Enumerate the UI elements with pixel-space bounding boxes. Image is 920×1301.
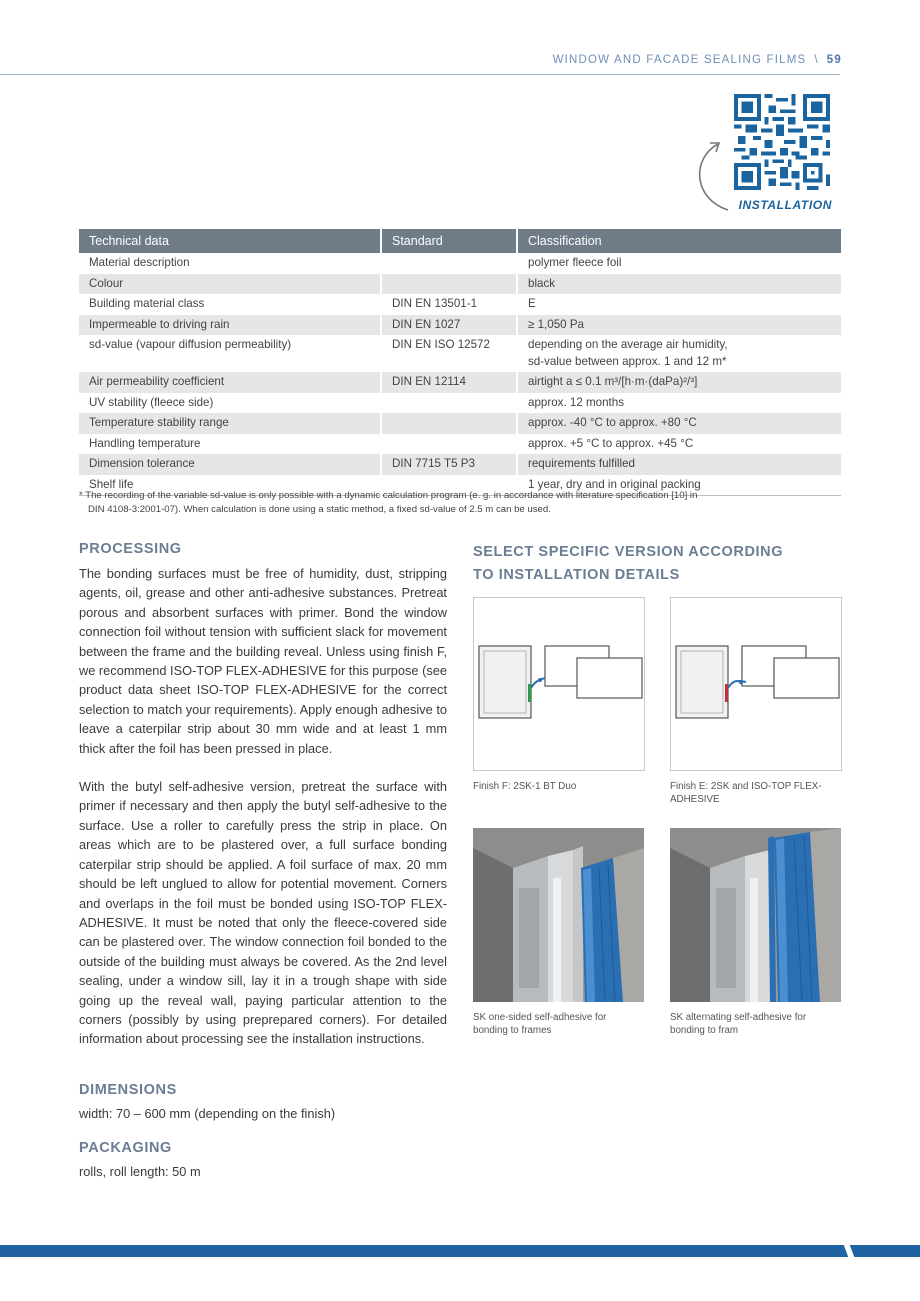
frame-profile-illustration xyxy=(473,828,644,1002)
table-cell xyxy=(381,413,517,434)
table-cell: Building material class xyxy=(89,297,205,310)
table-cell: requirements fulfilled xyxy=(517,454,841,475)
frame-profile-illustration xyxy=(670,828,841,1002)
installation-label[interactable]: INSTALLATION xyxy=(738,198,832,212)
footnote-line: DIN 4108-3:2001-07). When calculation is done using a static method, a fixed sd-value of 2.5 m can be used. xyxy=(88,503,551,515)
qr-code-icon[interactable] xyxy=(734,94,830,190)
cell-line: depending on the average air humidity, xyxy=(528,338,728,351)
table-cell: Shelf life xyxy=(79,475,381,496)
table-cell: DIN EN 13501-1 xyxy=(381,294,517,315)
table-cell: approx. +5 °C to approx. +45 °C xyxy=(517,434,841,455)
paragraph: With the butyl self-adhesive version, pretreat the surface with primer if necessary and then apply the butyl self-adhesive to the surface. Use a roller to carefully press the strip in place. On areas which are to be plastered over, a full surface bonding caterpilar strip should be applied. A foil surface of max. 20 mm should be left unglued to allow for potential movement. Corners and overlaps in the foil must be bonded using ISO-TOP FLEX-ADHESIVE. It must be noted that only the fleece-covered side can be plastered over. The window connection foil bonded to the outside of the building must always be covered. As the 2nd level sealing, under a window sill, lay it in a trough shape with side going up the reveal wall, paying particular attention to the corners (possibly by using preprepared corners). For detailed information about processing see the installation instructions. xyxy=(79,779,447,1047)
column-header: Classification xyxy=(517,229,841,253)
page-number: 59 xyxy=(826,54,842,66)
column-header: Technical data xyxy=(79,229,381,253)
table-cell xyxy=(517,335,841,372)
table-cell: approx. -40 °C to approx. +80 °C xyxy=(517,413,841,434)
packaging-heading: PACKAGING xyxy=(79,1140,172,1156)
finish-f-diagram xyxy=(473,597,645,771)
table-row xyxy=(79,335,841,372)
table-cell: DIN EN 1027 xyxy=(381,315,517,336)
technical-data-table xyxy=(79,229,841,496)
table-cell: approx. 12 months xyxy=(517,393,841,414)
dimensions-heading: DIMENSIONS xyxy=(79,1082,177,1098)
table-cell xyxy=(381,434,517,455)
table-row xyxy=(79,393,841,414)
figure-caption: SK alternating self-adhesive for bonding to fram xyxy=(670,1012,807,1036)
table-cell xyxy=(381,274,517,295)
qr-code-block[interactable] xyxy=(734,94,832,212)
table-footnote xyxy=(79,489,841,516)
table-cell: Material description xyxy=(89,256,190,269)
column-header: Standard xyxy=(381,229,517,253)
curved-arrow-icon xyxy=(688,138,734,214)
finish-e-diagram xyxy=(670,597,842,771)
heading-line: SELECT SPECIFIC VERSION ACCORDING xyxy=(473,544,784,560)
footer-bar xyxy=(0,1245,920,1257)
figure-caption: Finish F: 2SK-1 BT Duo xyxy=(473,781,577,792)
table-row xyxy=(79,294,841,315)
paragraph: The bonding surfaces must be free of humidity, dust, stripping agents, oil, grease and other anti-adhesive substances. Pretreat porous and absorbent surfaces with primer. Bond the window connection foil without tension with sufficient slack for movement between the frame and the building reveal. Unless using finish F, we recommend ISO-TOP FLEX-ADHESIVE for this purpose (see product data sheet ISO-TOP FLEX-ADHESIVE for the correct selection to match your requirements). Apply enough adhesive to leave a caterpilar strip about 30 mm wide and at least 1 mm thick after the foil has been pressed in place. xyxy=(79,566,447,756)
table-cell: black xyxy=(517,274,841,295)
window-section-diagram xyxy=(474,598,644,770)
table-cell: UV stability (fleece side) xyxy=(89,395,214,409)
table-cell: DIN 7715 T5 P3 xyxy=(381,454,517,475)
table-cell: Air permeability coefficient xyxy=(79,372,381,393)
table-cell: Temperature stability range xyxy=(79,413,381,434)
figure-caption: SK one-sided self-adhesive for bonding to frames xyxy=(473,1012,607,1036)
table-row xyxy=(79,274,841,295)
table-cell: E xyxy=(517,294,841,315)
footer-notch xyxy=(843,1243,857,1259)
table-cell: Handling temperature xyxy=(89,436,201,450)
cell-line: sd-value between approx. 1 and 12 m* xyxy=(528,354,727,368)
figure-caption: Finish E: 2SK and ISO-TOP FLEX-ADHESIVE xyxy=(670,781,822,805)
table-cell: sd-value (vapour diffusion permeability) xyxy=(89,338,292,351)
table-cell: 1 year, dry and in original packing xyxy=(517,475,841,496)
table-cell: DIN EN 12114 xyxy=(381,372,517,393)
header-separator: \ xyxy=(814,54,819,66)
table-row xyxy=(79,315,841,336)
table-row xyxy=(79,454,841,475)
table-cell: Colour xyxy=(79,274,381,295)
table-header-row xyxy=(79,229,841,253)
sk-one-sided-photo xyxy=(473,828,644,1002)
select-version-heading xyxy=(473,541,783,587)
table-cell: Dimension tolerance xyxy=(79,454,381,475)
table-cell: airtight a ≤ 0.1 m³/[h·m·(daPa)²/³] xyxy=(517,372,841,393)
table-cell: polymer fleece foil xyxy=(517,253,841,274)
table-row xyxy=(79,372,841,393)
header-title: WINDOW AND FACADE SEALING FILMS xyxy=(552,54,807,66)
table-row xyxy=(79,253,841,274)
table-row xyxy=(79,434,841,455)
processing-text xyxy=(79,564,447,1068)
dimensions-text: width: 70 – 600 mm (depending on the finish) xyxy=(79,1106,336,1121)
table-cell: DIN EN ISO 12572 xyxy=(381,335,517,372)
packaging-text: rolls, roll length: 50 m xyxy=(79,1164,201,1179)
table-cell: ≥ 1,050 Pa xyxy=(517,315,841,336)
page-header xyxy=(553,54,842,66)
header-rule xyxy=(0,74,840,75)
heading-line: TO INSTALLATION DETAILS xyxy=(473,567,680,583)
footnote-line: * The recording of the variable sd-value is only possible with a dynamic calculation program (e. g. in accordance with literature specification [10] in xyxy=(79,490,698,501)
table-cell xyxy=(381,393,517,414)
table-row xyxy=(79,413,841,434)
table-cell: Impermeable to driving rain xyxy=(79,315,381,336)
processing-heading: PROCESSING xyxy=(79,541,182,557)
table-cell xyxy=(381,253,517,274)
sk-alternating-photo xyxy=(670,828,841,1002)
window-section-diagram xyxy=(671,598,841,770)
